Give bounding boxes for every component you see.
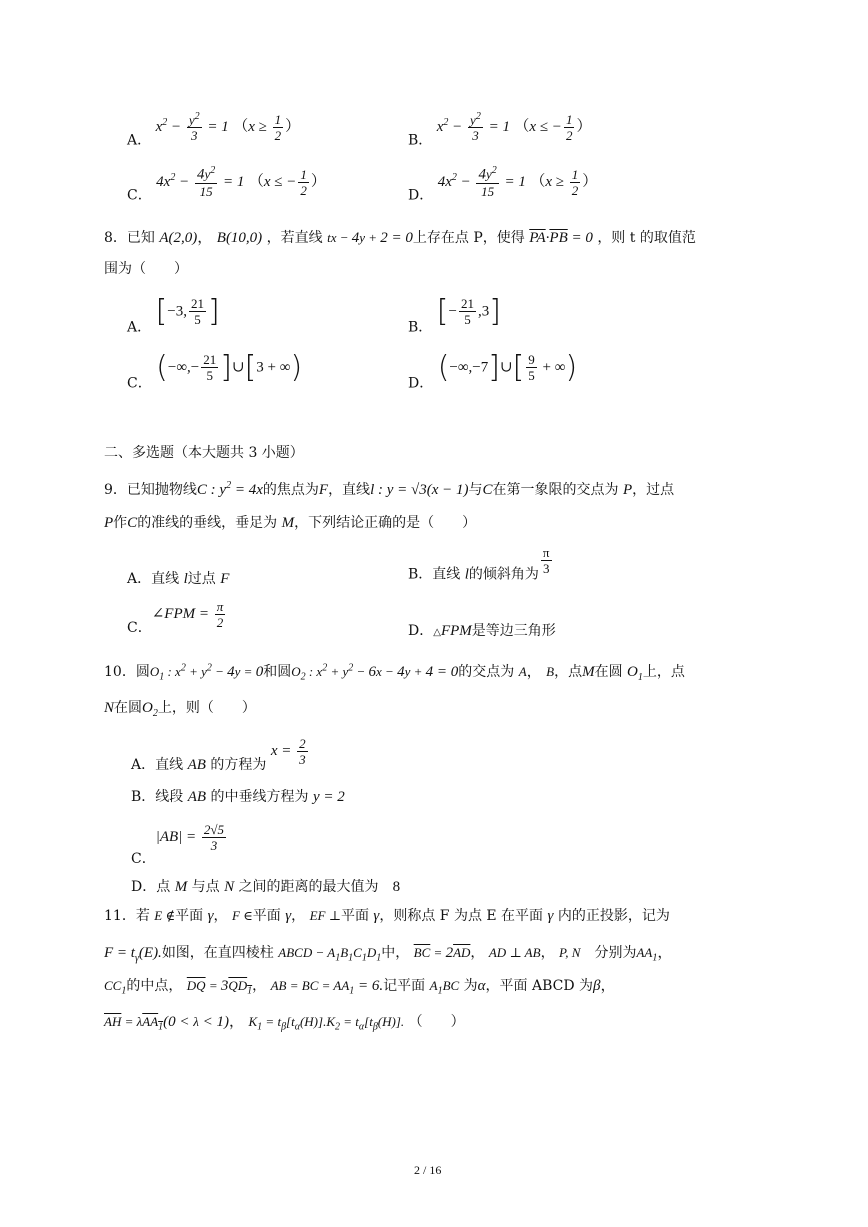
q9-option-a: A．直线 l过点 F bbox=[127, 571, 230, 587]
q9-parabola: C : $y^2 = 4x$ bbox=[196, 480, 263, 498]
q7-option-c: C． $4x^2$ − $\frac{4y^2}{15}$ = 1 （x ≤ − $\frac{1}{2}$ ） bbox=[127, 165, 326, 204]
q9-angle: ∠FPM = $\frac{\pi}{2}$ bbox=[151, 599, 224, 630]
q8-option-d: D． (−∞,−7]∪[ $\frac{9}{5}$ + ∞) bbox=[408, 350, 578, 392]
q8-option-a: A． [−3, $\frac{21}{5}$ ] bbox=[127, 294, 220, 336]
q8-option-b: B． [− $\frac{21}{5}$ ,3] bbox=[408, 294, 501, 336]
q9-stem-line1: 9．已知抛物线C : $y^2 = 4x$的焦点为F，直线l : y = √3(x − 1)与C在第一象限的交点为 P，过点 bbox=[104, 480, 675, 498]
q10-option-b: B．线段 AB 的中垂线方程为 y = 2 bbox=[131, 789, 345, 805]
q7-a-equation: $x^2$ − $\frac{y^2}{3}$ = 1 bbox=[155, 111, 229, 144]
q11-stem-line1: 11．若 E ∉平面 γ， F ∈平面 γ， EF ⊥平面 γ，则称点 F 为点 E 在平面 γ 内的正投影，记为 bbox=[104, 908, 670, 924]
q7-option-d: D． $4x^2$ − $\frac{4y^2}{15}$ = 1 （x ≥ $\frac{1}{2}$ ） bbox=[408, 165, 598, 204]
q11-stem-line3: $CC_1$的中点， $\overline{DQ} = 3QD_1$， AB = BC = $AA_1 = 6$.记平面 $A_1BC$ 为α，平面 ABCD 为β， bbox=[104, 978, 616, 997]
q10-circle-o1: $O_1$ : $x^2 + y^2 - 4y = 0$ bbox=[149, 662, 264, 683]
q7-a-condition: x ≥ $\frac{1}{2}$ bbox=[248, 111, 282, 143]
page-number: 2 / 16 bbox=[414, 1163, 442, 1177]
q11-stem-line2: $F = t_\gamma(E)$.如图，在直四棱柱 ABCD − $A_1B_1C_1D_1$中， $\overline{BC} = 2\overline{AD}$， AD ⊥ AB， P, N 分别为$AA_1$， bbox=[104, 945, 673, 964]
q11-stem-line4: $\overline{AH} = \lambda AA_1(0 < \lambda < 1)$， $K_1 = t_\beta[t_\alpha(H)].K_2 = t_\alpha[t_\beta(H)]$. （ ） bbox=[104, 1014, 465, 1033]
q8-stem-line1: 8．已知 A(2,0)， B(10,0) ，若直线 tx − 4y + 2 = 0上存在点 P，使得 $\overline{PA}\cdot\overline{PB} = 0$ ，则 t 的取值范 bbox=[104, 230, 696, 246]
q7-d-condition: x ≥ $\frac{1}{2}$ bbox=[545, 166, 579, 198]
q9-option-c: C．∠FPM = $\frac{\pi}{2}$ bbox=[127, 600, 227, 637]
q9-stem-line2: P作C的准线的垂线，垂足为 M，下列结论正确的是（ ） bbox=[104, 515, 477, 531]
q7-option-a: A． $x^2$ − $\frac{y^2}{3}$ = 1 （x ≥ $\frac{1}{2}$ ） bbox=[127, 111, 301, 149]
q10-stem-line1: 10．圆$O_1$ : $x^2 + y^2 - 4y = 0$和圆$O_2$ : $x^2 + y^2 - 6x - 4y + 4 = 0$的交点为 A， B，点M在圆 $O_1$上，点 bbox=[104, 662, 685, 683]
q10-option-c: C．|AB| = $\frac{2√5}{3}$ bbox=[131, 823, 228, 868]
q11-k-defs: $K_1 = t_\beta[t_\alpha(H)].K_2 = t_\alpha[t_\beta(H)]$. bbox=[248, 1014, 405, 1033]
q8-line-equation: tx − 4y + 2 = 0 bbox=[327, 230, 413, 246]
q8-point-b: B(10,0) bbox=[216, 230, 263, 246]
q7-b-equation: $x^2$ − $\frac{y^2}{3}$ = 1 bbox=[436, 111, 510, 144]
q10-option-d: D．点 M 与点 N 之间的距离的最大值为 8 bbox=[131, 879, 401, 895]
q7-c-condition: x ≤ − $\frac{1}{2}$ bbox=[263, 166, 307, 198]
q7-option-b: B． $x^2$ − $\frac{y^2}{3}$ = 1 （x ≤ − $\frac{1}{2}$ ） bbox=[408, 111, 592, 149]
q10-ab-length: |AB| = $\frac{2√5}{3}$ bbox=[155, 822, 225, 853]
q7-c-equation: $4x^2$ − $\frac{4y^2}{15}$ = 1 bbox=[156, 165, 245, 200]
q10-option-a: A．直线 AB 的方程为 x = $\frac{2}{3}$ bbox=[131, 736, 306, 773]
q8-option-c: C． (−∞,− $\frac{21}{5}$ ]∪[3 + ∞) bbox=[127, 350, 303, 392]
q7-d-equation: $4x^2$ − $\frac{4y^2}{15}$ = 1 bbox=[437, 165, 526, 200]
q8-dot-product: $\overline{PA}\cdot\overline{PB} = 0$ bbox=[529, 230, 593, 246]
q9-option-d: D．△FPM是等边三角形 bbox=[408, 623, 556, 639]
q7-b-condition: x ≤ − $\frac{1}{2}$ bbox=[529, 111, 573, 143]
q11-vector-ah: $\overline{AH} = \lambda AA_1(0 < \lambda < 1)$ bbox=[104, 1014, 230, 1033]
section-title: 二、多选题（本大题共 3 小题） bbox=[104, 445, 304, 461]
q9-option-b: B．直线 l的倾斜角为 $\frac{\pi}{3}$ bbox=[408, 545, 550, 583]
q10-circle-o2: $O_2$ : $x^2 + y^2 - 6x - 4y + 4 = 0$ bbox=[291, 662, 459, 683]
q9-line: l : y = √3(x − 1) bbox=[370, 482, 469, 498]
q11-projection-def: $F = t_\gamma(E)$. bbox=[104, 945, 162, 964]
q8-stem-line2: 围为（ ） bbox=[104, 261, 188, 277]
q10-stem-line2: N在圆$O_2$上，则（ ） bbox=[104, 700, 256, 719]
q9-triangle: △FPM bbox=[433, 623, 472, 639]
q8-point-a: A(2,0) bbox=[159, 230, 198, 246]
